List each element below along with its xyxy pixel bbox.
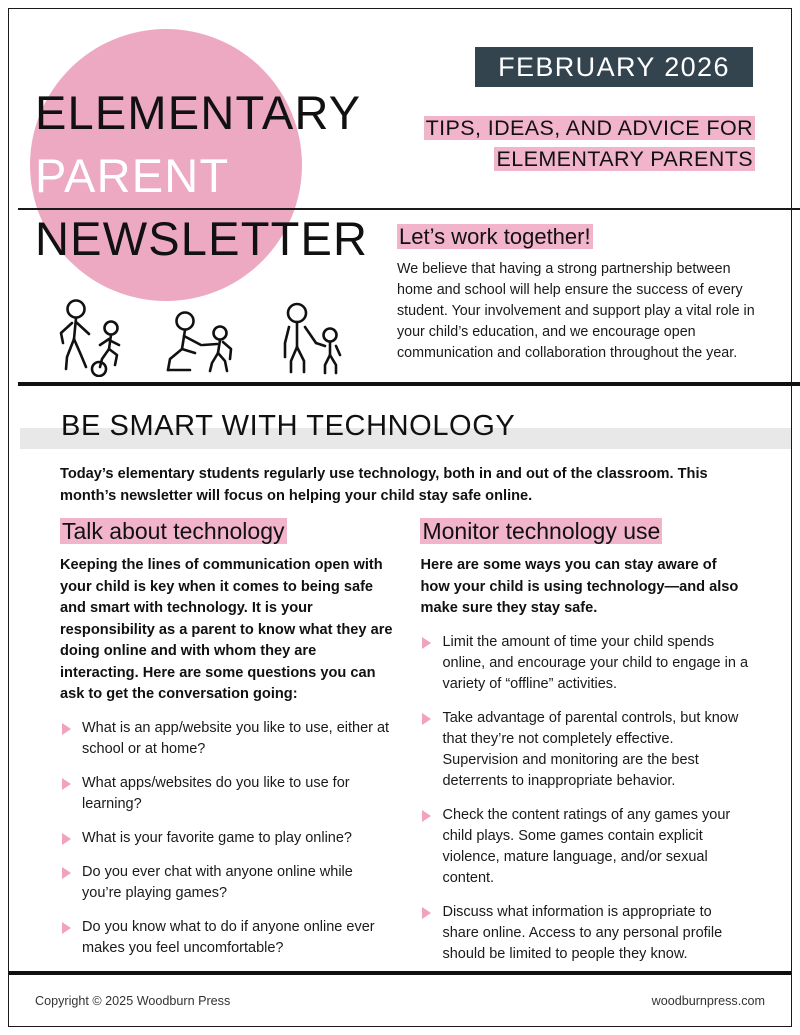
list-item (420, 902, 749, 965)
triangle-bullet-icon (422, 637, 431, 649)
list-item (60, 862, 394, 904)
list-item (60, 828, 394, 849)
masthead (9, 9, 791, 375)
column-monitor-technology-use (420, 517, 749, 978)
triangle-bullet-icon (422, 713, 431, 725)
bullet-list (60, 718, 394, 959)
list-item-text: Take advantage of parental controls, but know that they’re not completely effective. Supervision and monitoring are the best deterrents to inappropriate behavior. (442, 709, 739, 789)
triangle-bullet-icon (62, 867, 71, 879)
masthead-thin-divider (18, 208, 800, 210)
list-item (420, 708, 749, 792)
column-intro: Here are some ways you can stay aware of how your child is using technology—and also make sure they stay safe. (420, 557, 739, 616)
list-item-text: Do you know what to do if anyone online ever makes you feel uncomfortable? (82, 918, 375, 956)
column-talk-about-technology (60, 517, 394, 978)
triangle-bullet-icon (422, 907, 431, 919)
list-item (60, 718, 394, 760)
bullet-list (420, 632, 749, 965)
intro-panel (397, 223, 765, 364)
masthead-bottom-divider (18, 382, 800, 386)
triangle-bullet-icon (62, 723, 71, 735)
list-item (60, 917, 394, 959)
subtitle-line-1: TIPS, IDEAS, AND ADVICE FOR (425, 116, 753, 140)
intro-body: We believe that having a strong partnership between home and school will help ensure the success of every student. Your involvement and support play a vital role in your child’s education, and we encourage open communication and collaboration throughout the year. (397, 261, 755, 361)
column-intro: Keeping the lines of communication open with your child is key when it comes to being safe and smart with technology. It is your responsibility as a parent to know what they are doing online and with whom they are interacting. Here are some questions you can ask to get the conversation going: (60, 557, 393, 702)
page-footer (9, 975, 791, 1026)
title-line-elementary: ELEMENTARY (35, 86, 362, 139)
article-columns (9, 517, 791, 978)
section-lead-paragraph: Today’s elementary students regularly use technology, both in and out of the classroom. This month’s newsletter will focus on helping your child stay safe online. (60, 466, 708, 504)
parents-and-children-illustration (45, 297, 345, 377)
issue-date-badge (475, 47, 753, 87)
issue-date-text: FEBRUARY 2026 (498, 51, 730, 82)
list-item-text: Check the content ratings of any games your child plays. Some games contain explicit violence, mature language, and/or sexual content. (442, 806, 731, 886)
list-item (420, 805, 749, 889)
list-item-text: What apps/websites do you like to use for learning? (82, 774, 350, 812)
list-item-text: Discuss what information is appropriate to share online. Access to any personal profile should be limited to people they know. (442, 903, 723, 962)
triangle-bullet-icon (422, 810, 431, 822)
list-item-text: What is an app/website you like to use, either at school or at home? (82, 719, 390, 757)
website-link[interactable]: woodburnpress.com (651, 993, 765, 1008)
column-heading: Talk about technology (62, 518, 285, 544)
column-heading: Monitor technology use (422, 518, 661, 544)
list-item (420, 632, 749, 695)
title-line-parent: PARENT (35, 149, 230, 202)
list-item (60, 773, 394, 815)
triangle-bullet-icon (62, 922, 71, 934)
title-line-newsletter: NEWSLETTER (35, 212, 369, 265)
triangle-bullet-icon (62, 833, 71, 845)
intro-heading: Let’s work together! (399, 224, 591, 249)
list-item-text: Do you ever chat with anyone online while you’re playing games? (82, 863, 353, 901)
masthead-subtitle (399, 113, 755, 175)
triangle-bullet-icon (62, 778, 71, 790)
list-item-text: What is your favorite game to play online? (82, 829, 352, 846)
section-title: BE SMART WITH TECHNOLOGY (61, 410, 516, 442)
subtitle-line-2: ELEMENTARY PARENTS (496, 147, 753, 171)
copyright-text: Copyright © 2025 Woodburn Press (35, 993, 231, 1008)
list-item-text: Limit the amount of time your child spends online, and encourage your child to engage in a variety of “offline” activities. (442, 633, 749, 692)
newsletter-title (35, 81, 395, 270)
footer-divider (9, 971, 791, 975)
